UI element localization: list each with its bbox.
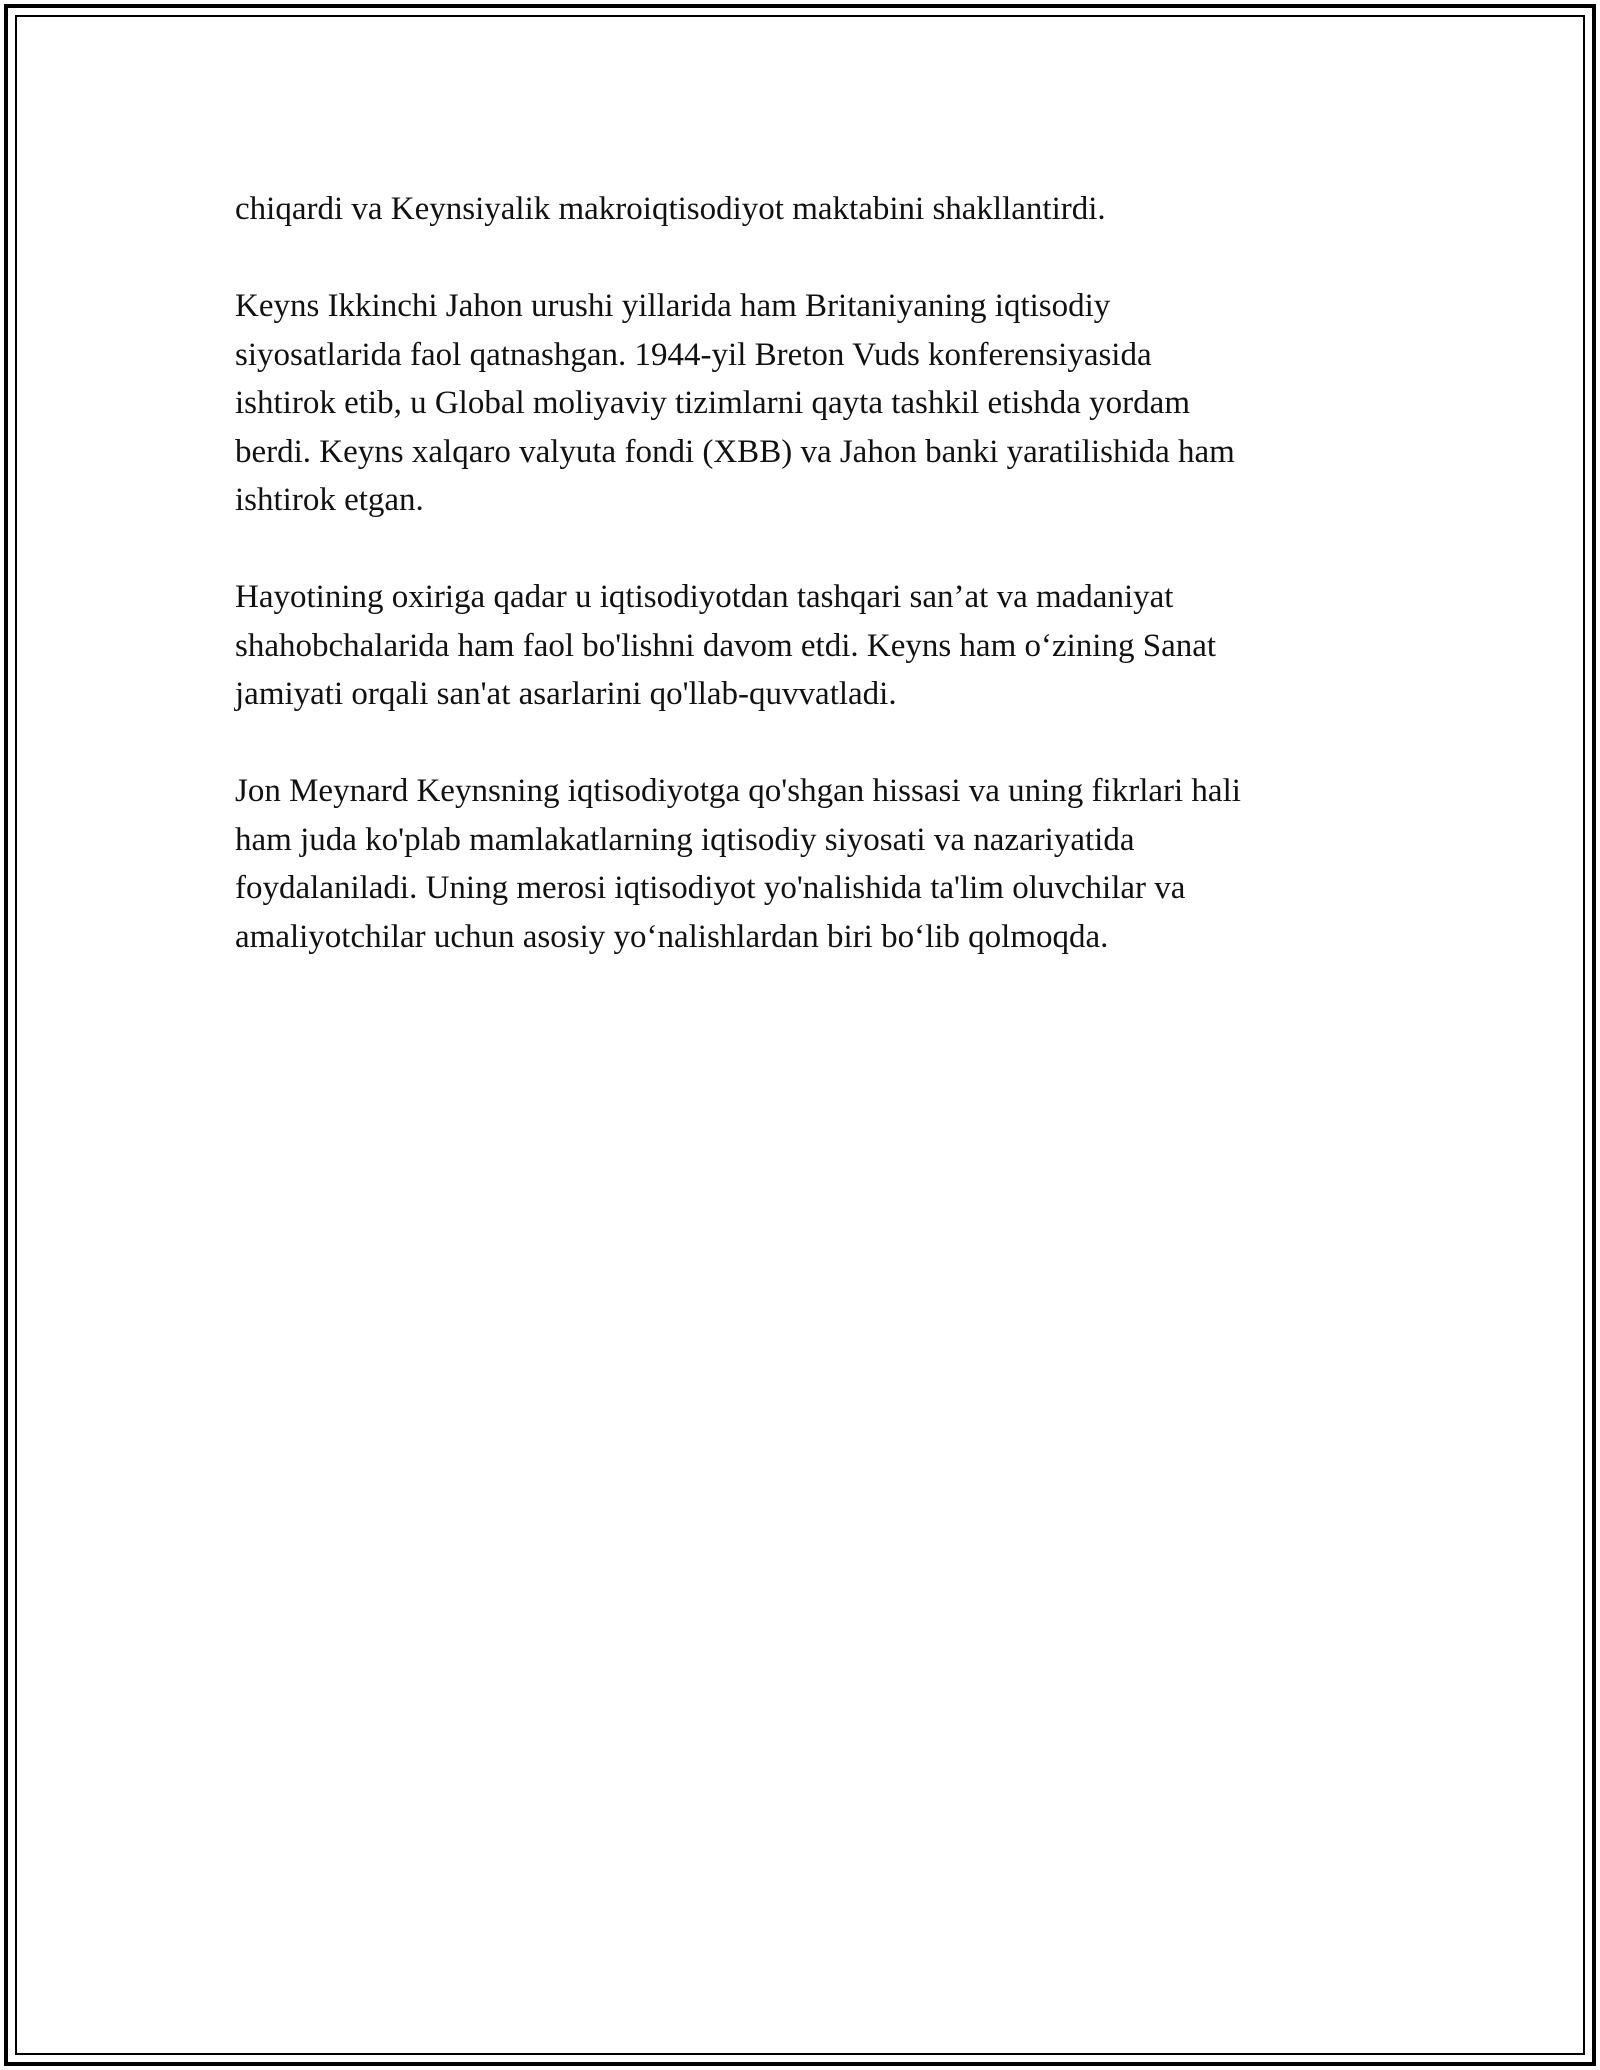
text-line: berdi. Keyns xalqaro valyuta fondi (XBB) va Jahon banki yaratilishida ham [235,433,1235,470]
text-line: Hayotining oxiriga qadar u iqtisodiyotdan tashqari san’at va madaniyat [235,579,1174,615]
text-line: amaliyotchilar uchun asosiy yo‘nalishlardan biri bo‘lib qolmoqda. [235,918,1109,955]
text-line: chiqardi va Keynsiyalik makroiqtisodiyot maktabini shakllantirdi. [235,191,1106,227]
document-body [235,185,1375,1010]
paragraph-4 [235,767,1375,961]
text-line: Keyns Ikkinchi Jahon urushi yillarida ham Britaniyaning iqtisodiy [235,288,1111,324]
text-line: ishtirok etib, u Global moliyaviy tizimlarni qayta tashkil etishda yordam [235,385,1190,421]
text-line: ham juda ko'plab mamlakatlarning iqtisodiy siyosati va nazariyatida [235,821,1135,858]
paragraph-3 [235,573,1375,719]
text-line: Jon Meynard Keynsning iqtisodiyotga qo'shgan hissasi va uning fikrlari hali [235,773,1241,809]
text-line: shahobchalarida ham faol bo'lishni davom etdi. Keyns ham o‘zining Sanat [235,627,1217,664]
text-line: foydalaniladi. Uning merosi iqtisodiyot yo'nalishida ta'lim oluvchilar va [235,870,1186,906]
text-line: jamiyati orqali san'at asarlarini qo'llab-quvvatladi. [235,676,897,712]
paragraph-2 [235,282,1375,525]
text-line: ishtirok etgan. [235,482,424,518]
text-line: siyosatlarida faol qatnashgan. 1944-yil Breton Vuds konferensiyasida [235,336,1152,373]
paragraph-1 [235,185,1375,234]
